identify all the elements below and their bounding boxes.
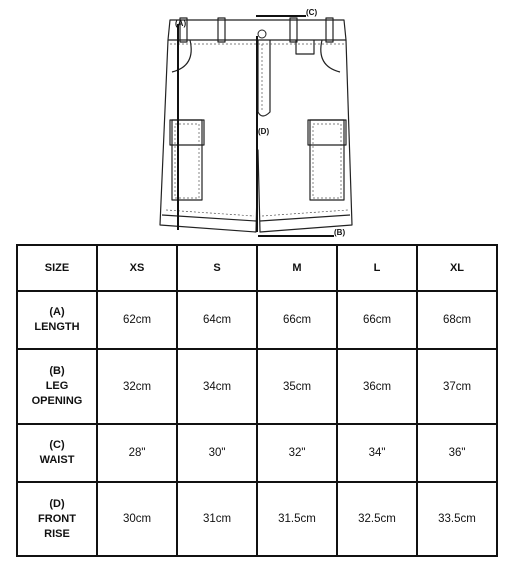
cell-value: 68cm xyxy=(417,291,497,349)
cell-value: 33.5cm xyxy=(417,482,497,556)
header-l: L xyxy=(337,245,417,291)
label-b: (B) xyxy=(334,228,346,237)
label-d: (D) xyxy=(258,127,270,136)
table-header-row xyxy=(17,245,497,291)
cell-value: 31cm xyxy=(177,482,257,556)
row-label-length: (A) LENGTH xyxy=(17,291,97,349)
row-label-leg-opening: (B) LEG OPENING xyxy=(17,349,97,424)
cell-value: 32cm xyxy=(97,349,177,424)
size-chart-table xyxy=(16,244,498,557)
cell-value: 64cm xyxy=(177,291,257,349)
cell-value: 31.5cm xyxy=(257,482,337,556)
cell-value: 34" xyxy=(337,424,417,482)
cell-value: 62cm xyxy=(97,291,177,349)
header-s: S xyxy=(177,245,257,291)
shorts-diagram xyxy=(0,0,512,244)
table-row xyxy=(17,424,497,482)
table-row xyxy=(17,291,497,349)
header-m: M xyxy=(257,245,337,291)
cell-value: 30cm xyxy=(97,482,177,556)
cell-value: 30" xyxy=(177,424,257,482)
cell-value: 36cm xyxy=(337,349,417,424)
label-a: (A) xyxy=(175,19,187,28)
cell-value: 37cm xyxy=(417,349,497,424)
cell-value: 36" xyxy=(417,424,497,482)
cell-value: 32.5cm xyxy=(337,482,417,556)
table-row xyxy=(17,349,497,424)
cell-value: 66cm xyxy=(257,291,337,349)
cell-value: 35cm xyxy=(257,349,337,424)
row-label-waist: (C) WAIST xyxy=(17,424,97,482)
table-row xyxy=(17,482,497,556)
header-xs: XS xyxy=(97,245,177,291)
header-size: SIZE xyxy=(17,245,97,291)
cell-value: 28" xyxy=(97,424,177,482)
shorts-illustration xyxy=(0,0,512,244)
cell-value: 32" xyxy=(257,424,337,482)
cell-value: 66cm xyxy=(337,291,417,349)
row-label-front-rise: (D) FRONT RISE xyxy=(17,482,97,556)
cell-value: 34cm xyxy=(177,349,257,424)
label-c: (C) xyxy=(306,8,318,17)
header-xl: XL xyxy=(417,245,497,291)
